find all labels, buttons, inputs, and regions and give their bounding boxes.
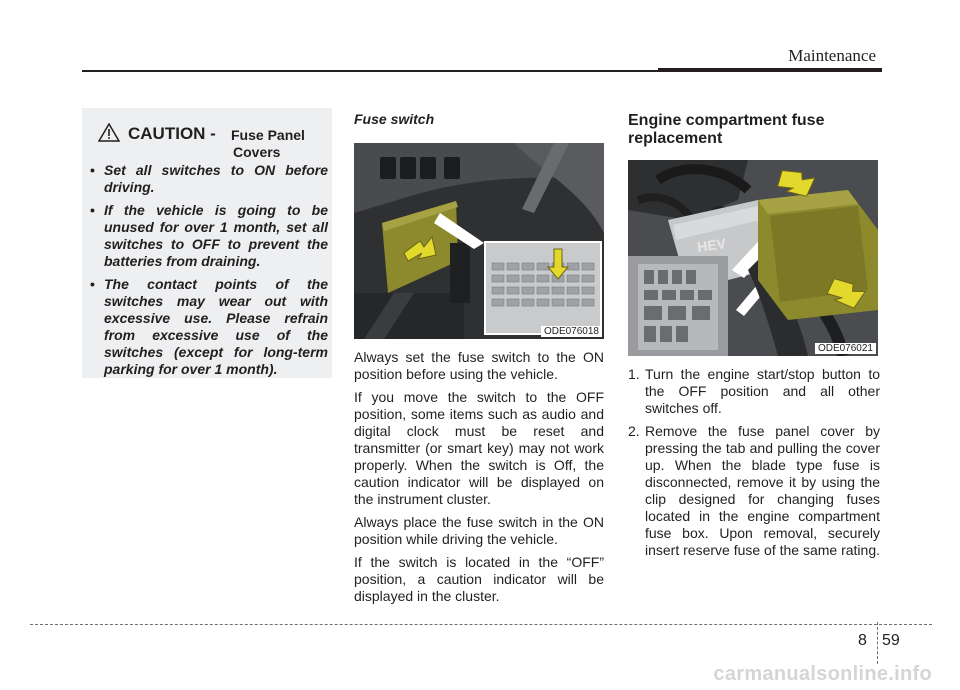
- caution-box: [82, 108, 332, 378]
- paragraph: If the switch is located in the “OFF” position, a caution indicator will be displayed in the cluster.: [354, 554, 604, 604]
- warning-triangle-icon: [98, 123, 120, 142]
- page-number: 59: [882, 632, 900, 649]
- section-title: Maintenance: [788, 46, 876, 65]
- fuse-switch-illustration: [354, 143, 604, 339]
- engine-compartment-illustration: [628, 160, 878, 356]
- figure-code: ODE076021: [815, 343, 876, 354]
- chapter-number: 8: [858, 632, 867, 649]
- engine-badge: HEV: [696, 235, 727, 255]
- caution-subject: Fuse Panel: [231, 127, 305, 143]
- step-item: 1. Turn the engine start/stop button to the OFF position and all other switches off.: [628, 366, 880, 416]
- step-item: 2. Remove the fuse panel cover by pressing the tab and pulling the cover up. When the blade type fuse is disconnected, remove it by using the clip designed for changing fuses located in the engine compartment fuse box. Upon removal, securely insert reserve fuse of the same rating.: [628, 423, 880, 558]
- fuse-switch-column: [354, 111, 604, 611]
- footer-rule: [30, 624, 932, 625]
- fuse-switch-photo: [354, 143, 604, 339]
- caution-subject-line2: Covers: [233, 144, 281, 160]
- caution-item: • If the vehicle is going to be unused for over 1 month, set all switches to OFF to prevent the batteries from draining.: [90, 202, 328, 269]
- fuse-switch-heading: Fuse switch: [354, 111, 435, 127]
- header-rule-accent: [658, 68, 882, 72]
- engine-compartment-photo: [628, 160, 878, 356]
- page-divider: [877, 622, 878, 664]
- figure-code: ODE076018: [541, 326, 602, 337]
- paragraph: Always set the fuse switch to the ON position before using the vehicle.: [354, 349, 604, 382]
- watermark: carmanualsonline.info: [713, 663, 932, 685]
- caution-item: • The contact points of the switches may wear out with excessive use. Please refrain from excessive use of the switches (except for long-term parking for over 1 month).: [90, 276, 328, 377]
- caution-list: [90, 162, 328, 384]
- engine-compartment-heading: Engine compartment fuse replacement: [628, 112, 825, 147]
- paragraph: If you move the switch to the OFF position, some items such as audio and digital clock must be reset and transmitter (or smart key) may not work properly. When the switch is Off, the caution indicator will be displayed on the instrument cluster.: [354, 389, 604, 507]
- paragraph: Always place the fuse switch in the ON position while driving the vehicle.: [354, 514, 604, 547]
- engine-compartment-column: [628, 112, 882, 565]
- caution-item: • Set all switches to ON before driving.: [90, 162, 328, 195]
- steps-list: [628, 366, 880, 559]
- caution-label: CAUTION -: [128, 124, 216, 143]
